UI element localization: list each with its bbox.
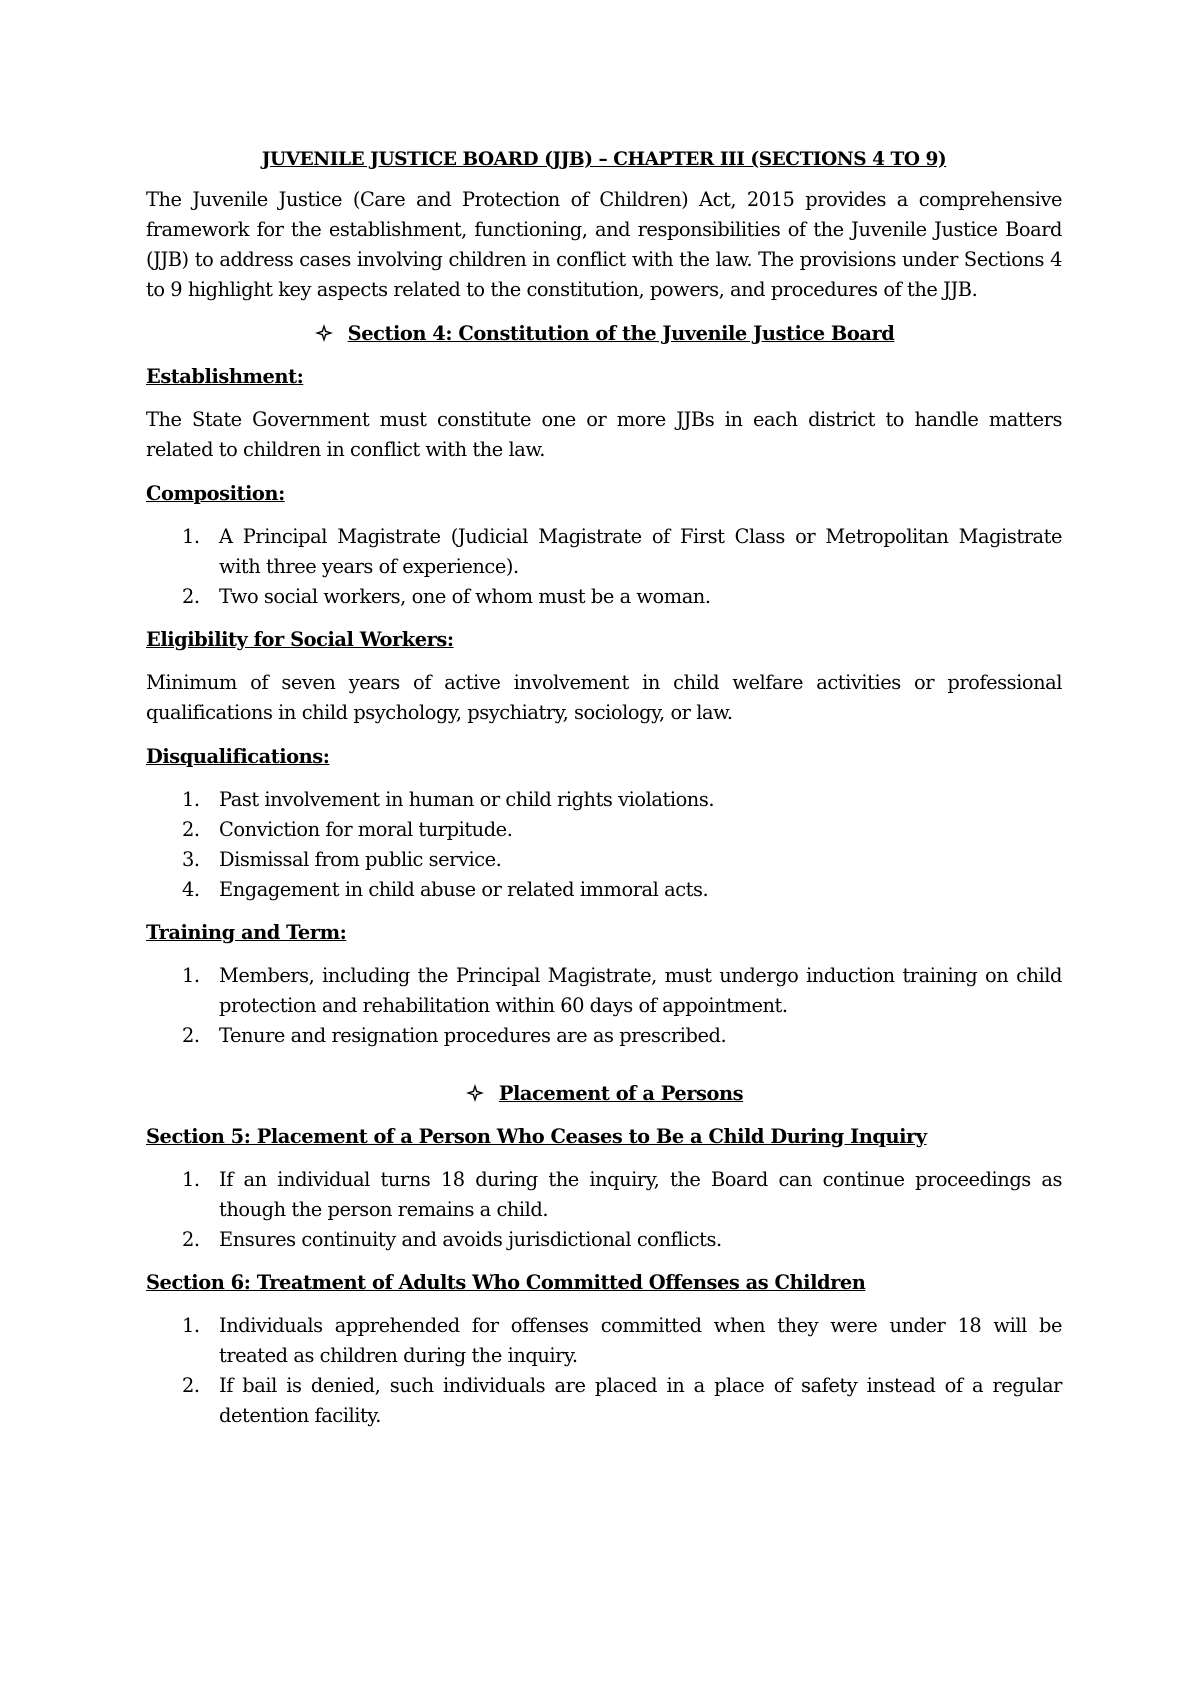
list-item-number: 2. — [182, 1228, 200, 1251]
list-item — [146, 522, 1062, 582]
list-item — [146, 1225, 1062, 1255]
composition-heading: Composition: — [146, 482, 285, 505]
placement-title-text: Placement of a Persons — [498, 1082, 744, 1105]
section5-heading: Section 5: Placement of a Person Who Ceases to Be a Child During Inquiry — [146, 1125, 927, 1148]
establishment-heading: Establishment: — [146, 365, 304, 388]
list-item-number: 1. — [182, 1168, 200, 1191]
list-item — [146, 1371, 1062, 1431]
list-item — [146, 582, 1062, 612]
list-item-text: Tenure and resignation procedures are as prescribed. — [219, 1024, 727, 1047]
list-item — [146, 875, 1062, 905]
training-heading: Training and Term: — [146, 921, 347, 944]
intro-paragraph: The Juvenile Justice (Care and Protection of Children) Act, 2015 provides a comprehensive framework for the establishment, functioning, and responsibilities of the Juvenile Justice Board (JJB) to address cases involving children in conflict with the law. The provisions under Sections 4 to 9 highlight key aspects related to the constitution, powers, and procedures of the JJB. — [146, 188, 1062, 301]
list-item-text: Dismissal from public service. — [219, 848, 502, 871]
list-item-text: If bail is denied, such individuals are placed in a place of safety instead of a regular detention facility. — [219, 1374, 1062, 1427]
list-item — [146, 1021, 1062, 1051]
list-item-number: 2. — [182, 1374, 200, 1397]
list-item-number: 1. — [182, 525, 200, 548]
list-item — [146, 961, 1062, 1021]
list-item-text: A Principal Magistrate (Judicial Magistrate of First Class or Metropolitan Magistrate with three years of experience). — [219, 525, 1062, 578]
section4-title-text: Section 4: Constitution of the Juvenile Justice Board — [347, 322, 895, 345]
section6-list — [146, 1311, 1062, 1431]
document-title: JUVENILE JUSTICE BOARD (JJB) – CHAPTER III (SECTIONS 4 TO 9) — [261, 149, 947, 170]
list-item-number: 3. — [182, 848, 200, 871]
section5-list — [146, 1165, 1062, 1255]
list-item — [146, 845, 1062, 875]
list-item-text: Individuals apprehended for offenses committed when they were under 18 will be treated as children during the inquiry. — [219, 1314, 1062, 1367]
list-item-number: 1. — [182, 788, 200, 811]
list-item-number: 2. — [182, 1024, 200, 1047]
section6-heading: Section 6: Treatment of Adults Who Committed Offenses as Children — [146, 1271, 866, 1294]
composition-list — [146, 522, 1062, 612]
list-item-number: 1. — [182, 964, 200, 987]
list-item-text: If an individual turns 18 during the inquiry, the Board can continue proceedings as though the person remains a child. — [219, 1168, 1062, 1221]
section4-title — [146, 319, 1062, 349]
list-item-text: Past involvement in human or child rights violations. — [219, 788, 715, 811]
disqualifications-heading: Disqualifications: — [146, 745, 330, 768]
disqualifications-list — [146, 785, 1062, 905]
document-content — [146, 145, 1062, 1444]
list-item-text: Members, including the Principal Magistrate, must undergo induction training on child protection and rehabilitation within 60 days of appointment. — [219, 964, 1062, 1017]
establishment-text: The State Government must constitute one or more JJBs in each district to handle matters related to children in conflict with the law. — [146, 408, 1062, 461]
placement-title — [146, 1079, 1062, 1109]
list-item-text: Ensures continuity and avoids jurisdictional conflicts. — [219, 1228, 722, 1251]
list-item-text: Conviction for moral turpitude. — [219, 818, 513, 841]
eligibility-text: Minimum of seven years of active involvement in child welfare activities or professional qualifications in child psychology, psychiatry, sociology, or law. — [146, 671, 1062, 724]
list-item-number: 1. — [182, 1314, 200, 1337]
list-item-number: 2. — [182, 818, 200, 841]
list-item — [146, 1311, 1062, 1371]
list-item-text: Engagement in child abuse or related immoral acts. — [219, 878, 709, 901]
list-item — [146, 815, 1062, 845]
list-item-number: 4. — [182, 878, 200, 901]
list-item-text: Two social workers, one of whom must be a woman. — [219, 585, 711, 608]
four-point-diamond-icon — [465, 1083, 485, 1103]
list-item-number: 2. — [182, 585, 200, 608]
eligibility-heading: Eligibility for Social Workers: — [146, 628, 454, 651]
list-item — [146, 785, 1062, 815]
four-point-diamond-icon — [314, 323, 334, 343]
list-item — [146, 1165, 1062, 1225]
training-list — [146, 961, 1062, 1051]
